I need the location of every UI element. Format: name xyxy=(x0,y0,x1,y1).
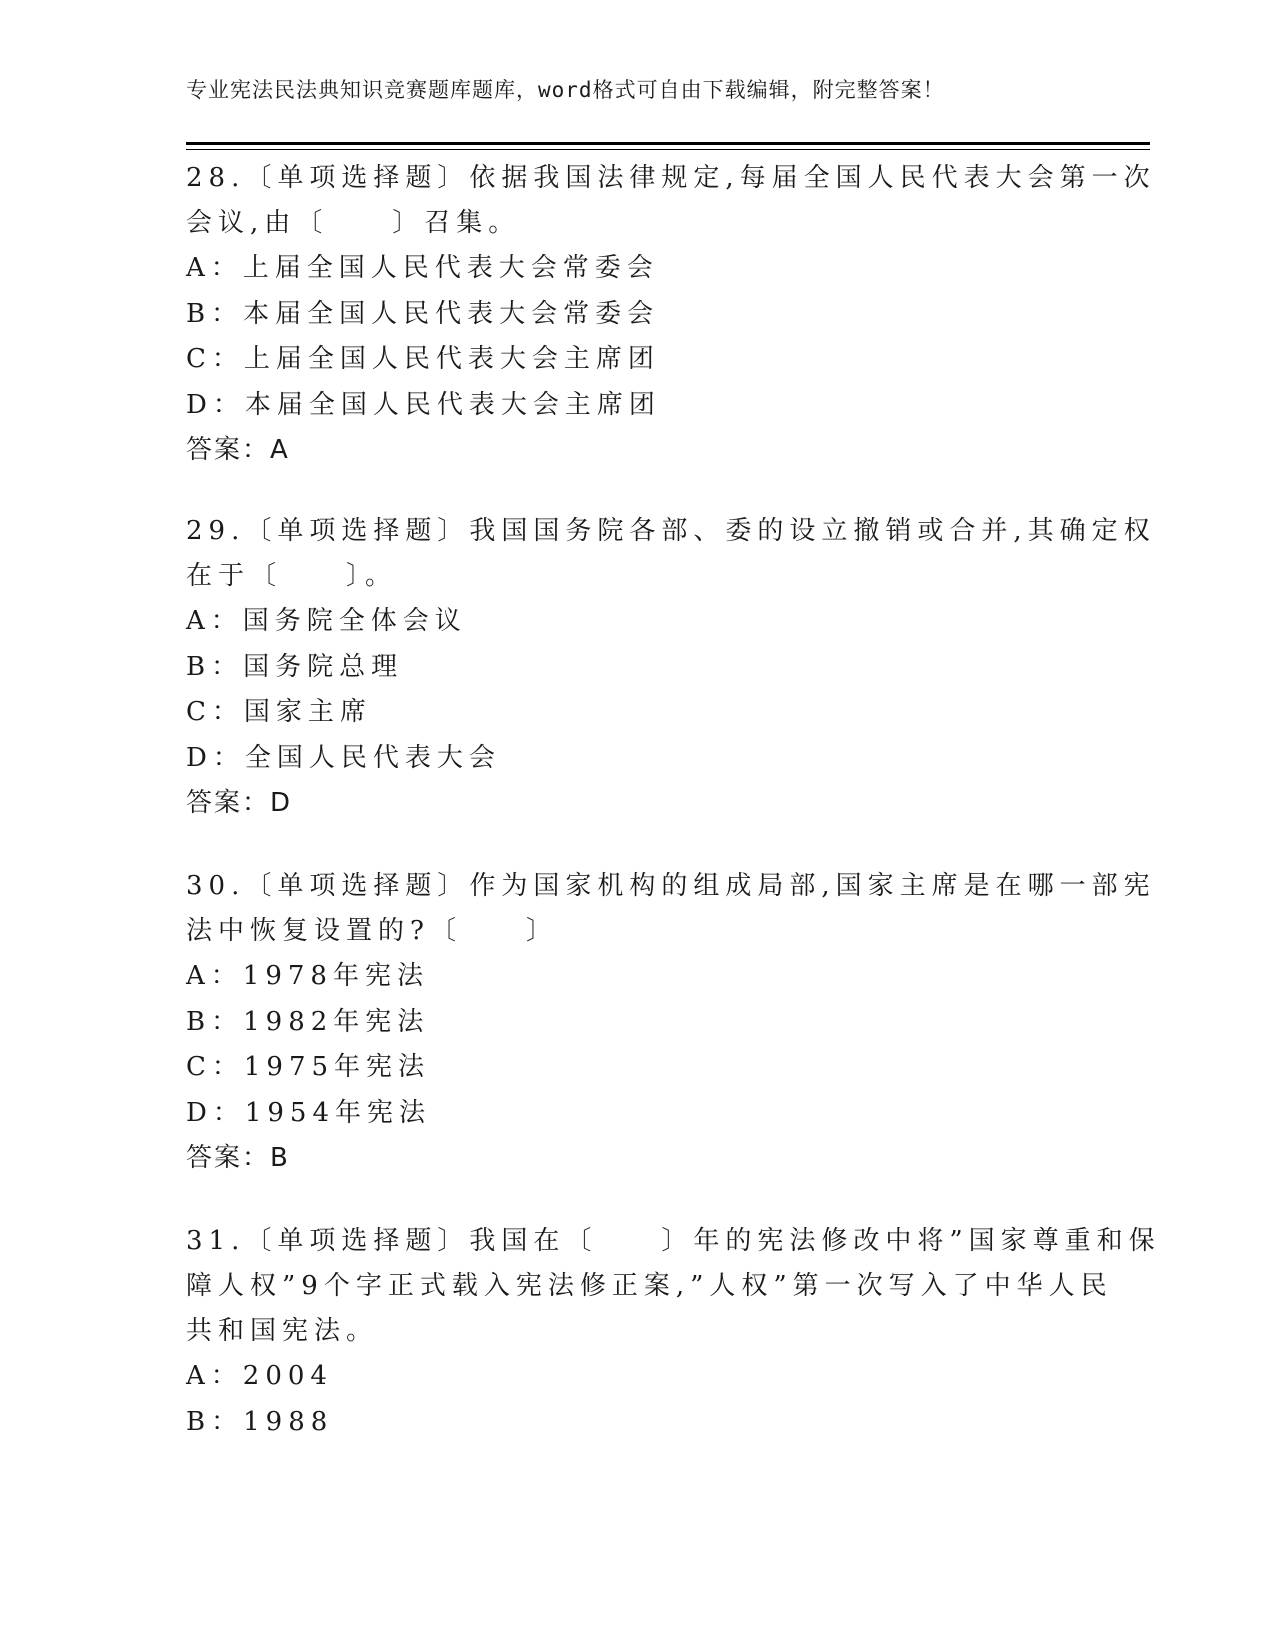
question-text-line: 障人权”9个字正式载入宪法修正案,”人权”第一次写入了中华人民 xyxy=(186,1271,1113,1301)
header-rule-thin xyxy=(186,149,1150,150)
option-c: C：上届全国人民代表大会主席团 xyxy=(186,344,660,374)
option-a: A：2004 xyxy=(186,1361,333,1391)
option-d: D：1954年宪法 xyxy=(186,1097,432,1128)
question-text-line: 29.〔单项选择题〕我国国务院各部、委的设立撤销或合并,其确定权 xyxy=(186,516,1156,546)
option-b: B：1982年宪法 xyxy=(186,1006,430,1037)
option-d: D：本届全国人民代表大会主席团 xyxy=(186,389,661,420)
option-a: A：上届全国人民代表大会常委会 xyxy=(186,253,659,283)
option-b: B：国务院总理 xyxy=(186,651,404,682)
answer-text: 答案：B xyxy=(186,1143,290,1173)
answer-text: 答案：D xyxy=(186,788,293,818)
option-d: D：全国人民代表大会 xyxy=(186,742,501,773)
question-text-line: 31.〔单项选择题〕我国在〔 〕年的宪法修改中将”国家尊重和保 xyxy=(186,1226,1161,1256)
option-c: C：国家主席 xyxy=(186,697,372,727)
option-b: B：1988 xyxy=(186,1406,334,1437)
question-text-line: 30.〔单项选择题〕作为国家机构的组成局部,国家主席是在哪一部宪 xyxy=(186,871,1156,901)
question-31 xyxy=(186,1219,1161,1445)
question-text-line: 会议,由〔 〕召集。 xyxy=(186,208,521,238)
option-a: A：1978年宪法 xyxy=(186,961,429,991)
question-28 xyxy=(186,156,1156,474)
question-text-line: 法中恢复设置的?〔 〕 xyxy=(186,916,558,946)
question-29 xyxy=(186,509,1156,827)
question-30 xyxy=(186,864,1156,1182)
header-rule-thick xyxy=(186,142,1150,145)
answer-text: 答案：A xyxy=(186,435,290,465)
question-text-line: 共和国宪法。 xyxy=(186,1316,379,1346)
question-text-line: 在于〔 〕。 xyxy=(186,561,398,591)
question-text-line: 28.〔单项选择题〕依据我国法律规定,每届全国人民代表大会第一次 xyxy=(186,163,1156,193)
option-c: C：1975年宪法 xyxy=(186,1052,431,1082)
option-b: B：本届全国人民代表大会常委会 xyxy=(186,298,660,329)
option-a: A：国务院全体会议 xyxy=(186,606,467,636)
page-header: 专业宪法民法典知识竞赛题库题库，word格式可自由下载编辑，附完整答案！ xyxy=(186,78,945,102)
